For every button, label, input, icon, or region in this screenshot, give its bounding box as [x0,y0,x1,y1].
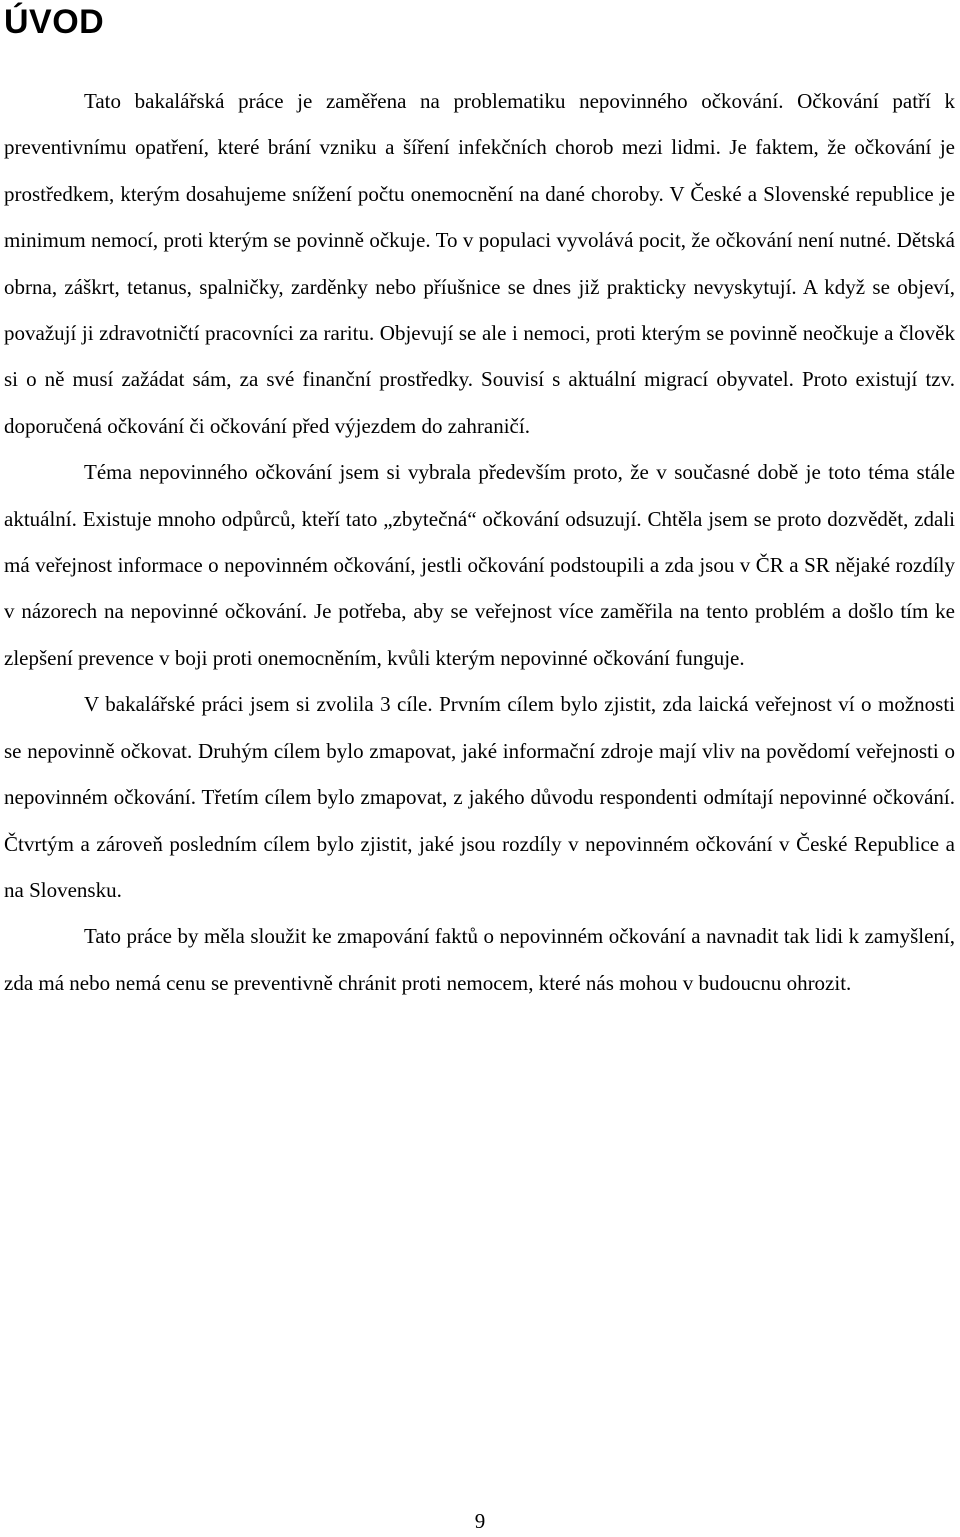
paragraph-topic: Téma nepovinného očkování jsem si vybrala především proto, že v současné době je toto téma stále aktuální. Existuje mnoho odpůrců, kteří tato „zbytečná“ očkování odsuzují. Chtěla jsem se proto dozvědět, zdali má veřejnost informace o nepovinném očkování, jestli očkování podstoupili a zda jsou v ČR a SR nějaké rozdíly v názorech na nepovinné očkování. Je potřeba, aby se veřejnost více zaměřila na tento problém a došlo tím ke zlepšení prevence v boji proti onemocněním, kvůli kterým nepovinné očkování funguje. [4,460,955,670]
document-body [4,78,955,1006]
paragraph-intro: Tato bakalářská práce je zaměřena na problematiku nepovinného očkování. Očkování patří k preventivnímu opatření, které brání vzniku a šíření infekčních chorob mezi lidmi. Je faktem, že očkování je prostředkem, kterým dosahujeme snížení počtu onemocnění na dané choroby. V České a Slovenské republice je minimum nemocí, proti kterým se povinně očkuje. To v populaci vyvolává pocit, že očkování není nutné. Dětská obrna, záškrt, tetanus, spalničky, zarděnky nebo příušnice se dnes již prakticky nevyskytují. A když se objeví, považují ji zdravotničtí pracovníci za raritu. Objevují se ale i nemoci, proti kterým se povinně neočkuje a člověk si o ně musí zažádat sám, za své finanční prostředky. Souvisí s aktuální migrací obyvatel. Proto existují tzv. doporučená očkování či očkování před výjezdem do zahraničí. [4,89,955,438]
paragraph-goals: V bakalářské práci jsem si zvolila 3 cíle. Prvním cílem bylo zjistit, zda laická veřejnost ví o možnosti se nepovinně očkovat. Druhým cílem bylo zmapovat, jaké informační zdroje mají vliv na povědomí veřejnosti o nepovinném očkování. Třetím cílem bylo zmapovat, z jakého důvodu respondenti odmítají nepovinné očkování. Čtvrtým a zároveň posledním cílem bylo zjistit, jaké jsou rozdíly v nepovinném očkování v České Republice a na Slovensku. [4,692,955,902]
section-heading: ÚVOD [4,3,105,41]
page-number: 9 [474,1509,486,1533]
paragraph-conclusion: Tato práce by měla sloužit ke zmapování faktů o nepovinném očkování a navnadit tak lidi k zamyšlení, zda má nebo nemá cenu se preventivně chránit proti nemocem, které nás mohou v budoucnu ohrozit. [4,924,955,995]
